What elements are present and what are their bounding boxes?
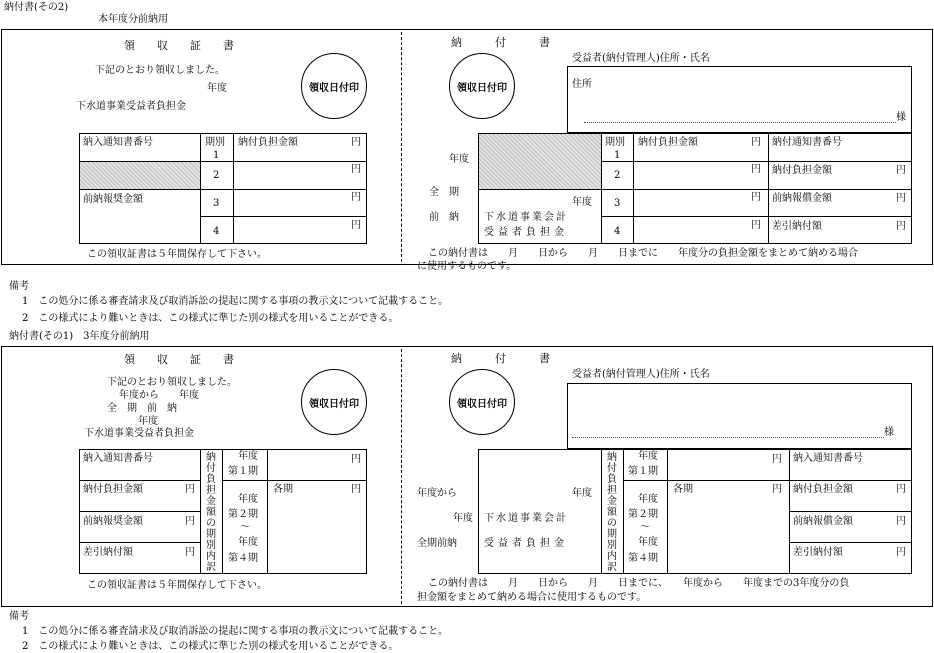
name-line [572, 437, 884, 438]
form2-remarks-title: 備考 [9, 281, 29, 292]
nendo-label: 年度 [238, 537, 258, 548]
left-row-1: 前納報奨金額 [83, 516, 143, 527]
account-2: 受益者負担金 [484, 538, 568, 549]
name-line [584, 122, 896, 123]
form2-cut-line [401, 32, 402, 262]
form1-receipt-seal [301, 369, 367, 435]
sama-label: 様 [884, 427, 894, 438]
yen: 円 [751, 164, 761, 175]
account-1: 下水道事業会計 [484, 212, 568, 223]
left-row-0: 納付負担金額 [83, 484, 143, 495]
form2-payment-title: 納 付 書 [451, 36, 550, 49]
form1-payment-title: 納 付 書 [451, 352, 550, 365]
form2-receipt-received-text: 下記のとおり領収しました。 [95, 65, 225, 76]
right-col-3: 差引納付額 [772, 221, 822, 232]
nendo-label: 年度 [453, 513, 473, 524]
right-col-1: 納付負担金額 [793, 484, 853, 495]
yen: 円 [751, 137, 761, 148]
address-label: 住所 [572, 79, 592, 90]
nendo-label: 年度 [449, 154, 469, 165]
yen-2: 円 [351, 164, 361, 175]
seal-text: 領収日付印 [457, 82, 507, 94]
kakki-label: 各期 [273, 484, 293, 495]
nendo-label: 年度 [238, 451, 258, 462]
kakki-label: 各期 [673, 484, 693, 495]
yen: 円 [185, 484, 195, 495]
form2-remark-2: 2 この様式により難いときは、この様式に準じた別の様式を用いることができる。 [22, 313, 399, 324]
form2-heading: 納付書(その2) [4, 2, 69, 13]
form1-receipt-received-text: 下記のとおり領収しました。 [107, 377, 237, 388]
hatched-cell [80, 162, 200, 189]
period-1: 1 [213, 150, 220, 161]
prepay-reward: 前納報奨金額 [83, 194, 143, 205]
yen-1: 円 [351, 137, 361, 148]
seal-text: 領収日付印 [309, 398, 359, 410]
period-2: 第２期 [228, 509, 258, 520]
yen: 円 [351, 484, 361, 495]
period-2: 第２期 [628, 509, 658, 520]
form1-receipt-title: 領 収 証 書 [124, 353, 234, 366]
right-col-2: 前納報償金額 [772, 193, 832, 204]
address-box [567, 383, 912, 449]
table-line [79, 189, 200, 190]
left-row-2: 差引納付額 [83, 547, 133, 558]
table-line [478, 189, 601, 190]
yen: 円 [185, 516, 195, 527]
yen: 円 [896, 484, 906, 495]
form2-payment-note2: に使用するものです。 [417, 261, 517, 272]
tilde: 〜 [240, 522, 250, 533]
table-line [200, 189, 367, 190]
form1-payment-seal [449, 369, 515, 435]
form2-receipt-seal [301, 53, 367, 119]
yen: 円 [751, 220, 761, 231]
form2-payment-note: この納付書は 月 日から 月 日までに 年度分の負担金額をまとめて納める場合 [428, 248, 858, 259]
right-col-1: 納付負担金額 [772, 165, 832, 176]
yen: 円 [751, 192, 761, 203]
period-4: 第４期 [628, 553, 658, 564]
form2-subheading: 本年度分前納用 [98, 14, 168, 25]
form1-cut-line [401, 349, 402, 604]
yen: 円 [772, 454, 782, 465]
col-amount: 納付負担金額 [238, 137, 298, 148]
period-3: 3 [614, 198, 621, 209]
table-line [789, 542, 912, 543]
form1-heading: 納付書(その1) 3年度分前納用 [9, 331, 150, 342]
form1-keep-note: この領収証書は５年間保存して下さい。 [87, 580, 267, 591]
right-col-0: 納入通知書番号 [793, 453, 863, 464]
period-4: 4 [213, 226, 220, 237]
form1-payment-note2: 担金額をまとめて納める場合に使用するものです。 [417, 592, 647, 603]
payee-label: 受益者(納付管理人)住所・氏名 [572, 369, 710, 380]
period-1: 1 [614, 150, 621, 161]
period-4: 4 [614, 226, 621, 237]
sama-label: 様 [896, 112, 906, 123]
col-period: 期別 [205, 137, 225, 148]
table-line [601, 216, 912, 217]
table-line [79, 480, 200, 481]
yen-3: 円 [351, 192, 361, 203]
account-1: 下水道事業会計 [484, 513, 568, 524]
table-line [267, 449, 268, 574]
yen: 円 [772, 484, 782, 495]
form2-receipt-sewer: 下水道事業受益者負担金 [76, 101, 186, 112]
period-1: 第１期 [628, 466, 658, 477]
yen: 円 [896, 165, 906, 176]
nendo-label: 年度 [638, 494, 658, 505]
zenki-zennou-label: 全期前納 [417, 538, 457, 549]
hatched-cell [479, 134, 601, 189]
yen: 円 [185, 547, 195, 558]
tilde: 〜 [640, 522, 650, 533]
vertical-breakdown: 納付負担金額の期別内訳 [607, 452, 617, 573]
from-label: 年度から [417, 488, 457, 499]
period-3: 3 [213, 198, 220, 209]
nendo-in-table: 年度 [572, 197, 592, 208]
table-line [200, 216, 367, 217]
form2-keep-note: この領収証書は５年間保存して下さい。 [87, 249, 267, 260]
table-line [222, 449, 223, 574]
table-line [601, 189, 912, 190]
table-line [789, 511, 912, 512]
form2-receipt-nendo: 年度 [207, 83, 227, 94]
form1-remark-1: 1 この処分に係る審査請求及び取消訴訟の提起に関する事項の教示文について記載すること。 [22, 626, 449, 637]
table-line [623, 449, 624, 574]
form1-remark-2: 2 この様式により難いときは、この様式に準じた別の様式を用いることができる。 [22, 641, 399, 652]
form1-remarks-title: 備考 [9, 611, 29, 622]
form1-receipt-from: 年度から 年度 [119, 390, 199, 401]
yen: 円 [896, 516, 906, 527]
period-4: 第４期 [228, 553, 258, 564]
table-line [667, 449, 668, 574]
col-amount: 納付負担金額 [638, 137, 698, 148]
form1-receipt-nendo: 年度 [138, 416, 158, 427]
right-col-3: 差引納付額 [793, 547, 843, 558]
seal-text: 領収日付印 [457, 398, 507, 410]
table-line [601, 161, 912, 162]
form1-payment-note: この納付書は 月 日から 月 日までに、 年度から 年度までの3年度分の負 [428, 578, 850, 589]
table-line [601, 449, 602, 574]
period-1: 第１期 [228, 466, 258, 477]
form2-payment-seal [449, 53, 515, 119]
yen: 円 [896, 547, 906, 558]
col-notice-no: 納入通知書番号 [83, 137, 153, 148]
form1-receipt-zenki-zennou: 全 期 前 納 [107, 403, 177, 414]
yen-4: 円 [351, 220, 361, 231]
table-line [200, 449, 201, 574]
right-col-0: 納付通知書番号 [772, 137, 842, 148]
nendo-label: 年度 [638, 537, 658, 548]
nendo-label: 年度 [638, 451, 658, 462]
vertical-breakdown: 納付負担金額の期別内訳 [206, 452, 216, 573]
period-2: 2 [213, 170, 220, 181]
yen: 円 [896, 193, 906, 204]
nendo-in-table: 年度 [572, 488, 592, 499]
payee-label: 受益者(納付管理人)住所・氏名 [572, 53, 710, 64]
period-2: 2 [614, 170, 621, 181]
col-period: 期別 [605, 137, 625, 148]
yen: 円 [351, 454, 361, 465]
table-line [222, 480, 367, 481]
form1-receipt-sewer: 下水道事業受益者負担金 [84, 428, 194, 439]
table-line [79, 511, 200, 512]
form2-remark-1: 1 この処分に係る審査請求及び取消訴訟の提起に関する事項の教示文について記載すること。 [22, 296, 449, 307]
yen: 円 [896, 221, 906, 232]
table-line [623, 480, 912, 481]
zenki-label: 全 期 [429, 187, 459, 198]
right-col-2: 前納報償金額 [793, 516, 853, 527]
zennou-label: 前 納 [429, 212, 459, 223]
nendo-label: 年度 [238, 494, 258, 505]
col-notice-no: 納入通知書番号 [83, 453, 153, 464]
table-line [79, 542, 200, 543]
seal-text: 領収日付印 [309, 82, 359, 94]
account-2: 受益者負担金 [484, 227, 568, 238]
form2-receipt-title: 領 収 証 書 [124, 39, 234, 52]
